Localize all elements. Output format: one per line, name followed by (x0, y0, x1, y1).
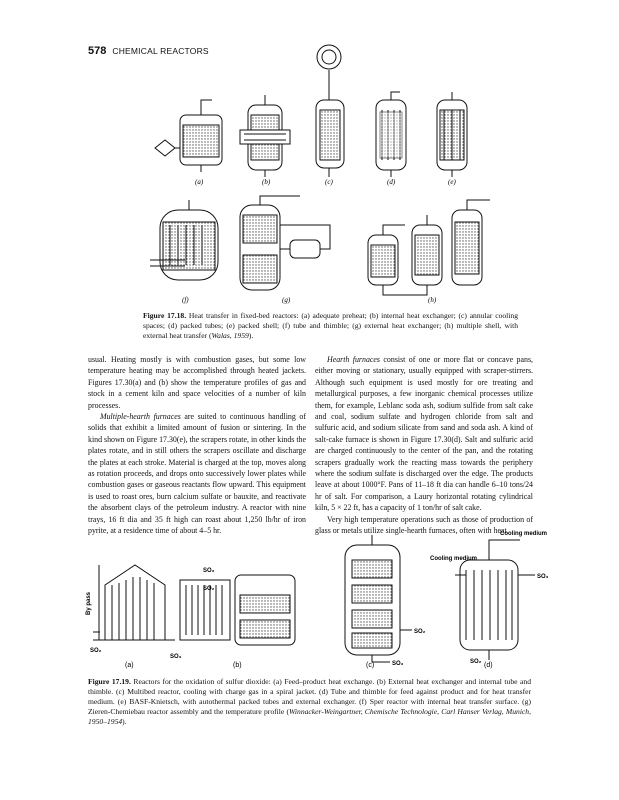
italic-lead: Multiple-hearth furnaces (100, 412, 181, 422)
panel-label-19b: (b) (233, 662, 242, 669)
figure-17-18-caption (143, 311, 518, 341)
label-cooling-top: Cooling medium (500, 531, 547, 537)
paragraph (88, 411, 306, 536)
page-number: 578 (88, 45, 107, 57)
reactor-b (240, 95, 290, 177)
italic-lead: Hearth furnaces (327, 355, 380, 364)
label-bypass: By pass (86, 591, 92, 615)
caption-label: Figure 17.18. (143, 311, 187, 320)
label-so2-c: SO₂ (414, 629, 426, 635)
panel-label-c: (c) (325, 178, 333, 186)
panel-label-19c: (c) (366, 662, 375, 669)
panel-label-f: (f) (182, 296, 189, 304)
caption-label: Figure 17.19. (88, 677, 131, 686)
label-so2-b: SO₂ (203, 586, 215, 592)
reactor-f (150, 200, 218, 280)
label-so3-c: SO₃ (392, 661, 404, 667)
running-title: CHEMICAL REACTORS (112, 46, 209, 56)
label-so3-a: SO₃ (170, 654, 182, 660)
caption-text: Heat transfer in fixed-bed reactors: (a) adequate preheat; (b) internal heat exchanger; (c) annular cooling spaces; (d) packed tubes; (e) packed shell; (f) tube and thimble; (g) external heat exchanger; (h) multiple shell, with external heat transfer ( (143, 311, 518, 340)
paragraph-text: are suited to continuous handling of solids that exhibit a limited amount of fusion or sintering. In the kind shown on Figure 17.30(e), the scrapers rotate, in other kinds the plates rotate, and in still others the scrapers oscillate and discharge the plates at each stroke. Material is charged at the top, moves along as rotation proceeds, and drops onto successively lower plates while combustion gases or gaseous reactants flow upward. This equipment is used to roast ores, burn calcium sulfate or bauxite, and reactivate the absorbent clays of the petroleum industry. A reactor with nine trays, 16 ft dia and 35 ft high can roast about 1,250 lb/hr of iron pyrite, at a residence time of about 4–5 hr. (88, 412, 306, 536)
panel-label-19a: (a) (125, 662, 134, 669)
paragraph-text: consist of one or more flat or concave pans, either moving or stationary, usually equipped with scraper-stirrers. Although such equipment is used mostly for ore treating and metallurgical purposes, a few inorganic chemical processes utilize them, for example, Leblanc soda ash, sodium sulfide from salt cake and coal, sodium sulfate and hydrogen chloride from salt and sulfuric acid, and sodium silicate from sand and soda ash. A kind of salt-cake furnace is shown in Figure 17.30(d). Salt and sulfuric acid are charged continuously to the center of the pan, and the rotating scrapers gradually work the reacting mass towards the periphery where the sodium sulfate is discharged over the edge. The products leave at about 1000°F. Pans of 11–18 ft dia can handle 6–10 tons/24 hr of salt. For comparison, a Laury horizontal rotating cylindrical kiln, 5 × 22 ft, has a capacity of 1 ton/hr of salt cake. (315, 355, 533, 513)
caption-citation: Winnacker-Weingartner, Chemische Technologie, Carl Hanser Verlag, Munich, 1950–1954 (88, 707, 531, 726)
label-cooling-left: Cooling medium (430, 556, 477, 562)
label-so2-a: SO₂ (90, 648, 102, 654)
reactor-a (155, 100, 222, 172)
panel-label-b: (b) (262, 178, 271, 186)
panel-label-19d: (d) (484, 662, 493, 669)
label-so3-d: SO₃ (537, 574, 549, 580)
caption-text: Reactors for the oxidation of sulfur dioxide: (a) Feed–product heat exchange. (b) External heat exchanger and internal tube and thimble. (c) Multibed reactor, cooling with charge gas in a spiral jacket. (d) Tube and thimble for feed against product and for heat transfer medium. (e) BASF-Knietsch, with autothermal packed tubes and external exchanger. (f) Sper reactor with internal heat transfer surface. (g) Zieren-Chemiebau reactor assembly and the temperature profile ( (88, 677, 531, 716)
paragraph (315, 354, 533, 514)
reactor-19c (345, 535, 412, 662)
panel-label-e: (e) (448, 178, 456, 186)
panel-label-h: (h) (428, 296, 437, 304)
reactor-d (376, 92, 406, 177)
reactor-19b (180, 575, 295, 645)
label-so3-b: SO₃ (203, 568, 215, 574)
panel-label-d: (d) (387, 178, 396, 186)
reactor-c (316, 45, 344, 177)
body-column-right (315, 354, 533, 537)
caption-citation: Walas, 1959 (211, 331, 249, 340)
paragraph: Very high temperature operations such as those of production of glass or metals utilize single-hearth furnaces, often with heat (315, 514, 533, 536)
reactor-g (240, 196, 330, 290)
label-so2-d: SO₂ (470, 659, 482, 665)
paragraph: usual. Heating mostly is with combustion gases, but some low temperature heating may be accomplished through heated jackets. Figures 17.30(a) and (b) show the temperature profiles of gas and stock in a cement kiln and space velocities of a number of kiln processes. (88, 355, 306, 410)
reactor-19a (93, 565, 175, 640)
reactor-h (368, 200, 490, 295)
figure-17-19-caption (88, 677, 531, 727)
caption-end: ). (248, 331, 254, 340)
panel-label-a: (a) (195, 178, 204, 186)
caption-end: ). (122, 717, 127, 726)
panel-label-g: (g) (282, 296, 291, 304)
body-column-left (88, 354, 306, 537)
reactor-e (437, 92, 467, 177)
